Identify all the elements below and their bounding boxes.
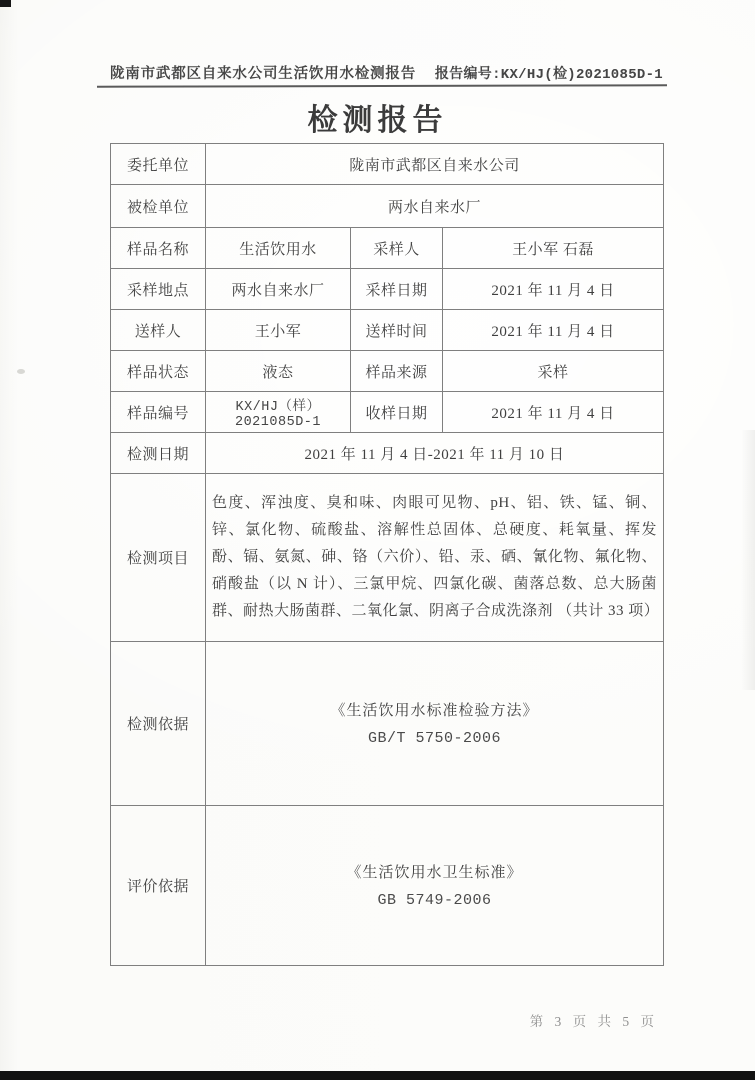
field-label-client-unit: 委托单位 bbox=[111, 144, 206, 185]
row-sample-name bbox=[111, 228, 664, 269]
scan-smudge-artifact bbox=[741, 430, 755, 690]
field-label-sampler: 采样人 bbox=[351, 228, 443, 269]
field-value-test-items bbox=[206, 474, 664, 642]
field-label-sample-state: 样品状态 bbox=[111, 351, 206, 392]
row-test-items bbox=[111, 474, 664, 642]
report-number: 报告编号:KX/HJ(检)2021085D-1 bbox=[434, 67, 663, 83]
field-label-delivery-time: 送样时间 bbox=[351, 310, 443, 351]
field-value-sample-name: 生活饮用水 bbox=[206, 228, 351, 269]
row-sample-number bbox=[111, 392, 664, 433]
header-divider bbox=[97, 84, 667, 87]
field-value-delivery-time: 2021 年 11 月 4 日 bbox=[443, 310, 664, 351]
evaluation-basis-standard-name: 《生活饮用水卫生标准》 bbox=[346, 864, 523, 881]
test-items-text: 色度、浑浊度、臭和味、肉眼可见物、pH、铝、铁、锰、铜、锌、氯化物、硫酸盐、溶解性总固体、总硬度、耗氧量、挥发酚、镉、氨氮、砷、铬（六价）、铅、汞、硒、氰化物、氟化物、硝酸盐（以 N 计）、三氯甲烷、四氯化碳、菌落总数、总大肠菌群、耐热大肠菌群、二氧化氯、阴离子合成洗涤剂 （共计 33 项） bbox=[212, 495, 660, 619]
field-value-sample-number: KX/HJ（样）2021085D-1 bbox=[206, 392, 351, 433]
evaluation-basis-standard-code: GB 5749-2006 bbox=[377, 891, 492, 909]
field-label-sample-deliverer: 送样人 bbox=[111, 310, 206, 351]
row-test-basis bbox=[111, 642, 664, 806]
field-value-sampler: 王小军 石磊 bbox=[443, 228, 664, 269]
field-value-client-unit: 陇南市武都区自来水公司 bbox=[206, 144, 664, 185]
field-label-sample-number: 样品编号 bbox=[111, 392, 206, 433]
row-evaluation-basis bbox=[111, 806, 664, 966]
field-value-test-date: 2021 年 11 月 4 日-2021 年 11 月 10 日 bbox=[206, 433, 664, 474]
field-value-sample-deliverer: 王小军 bbox=[206, 310, 351, 351]
field-label-sample-source: 样品来源 bbox=[351, 351, 443, 392]
field-value-evaluation-basis bbox=[206, 806, 664, 966]
page-indicator: 第 3 页 共 5 页 bbox=[529, 1014, 658, 1029]
row-sample-deliverer bbox=[111, 310, 664, 351]
test-basis-standard-code: GB/T 5750-2006 bbox=[367, 729, 502, 747]
field-label-inspected-unit: 被检单位 bbox=[111, 185, 206, 228]
report-header-title: 陇南市武都区自来水公司生活饮用水检测报告 bbox=[110, 66, 416, 82]
test-basis-standard-name: 《生活饮用水标准检验方法》 bbox=[330, 702, 539, 719]
field-label-test-date: 检测日期 bbox=[111, 433, 206, 474]
document-title: 检测报告 bbox=[307, 104, 448, 137]
scan-bottom-edge-artifact bbox=[0, 1071, 755, 1080]
field-value-sample-state: 液态 bbox=[206, 351, 351, 392]
field-value-inspected-unit: 两水自来水厂 bbox=[206, 185, 664, 228]
field-value-sampling-date: 2021 年 11 月 4 日 bbox=[443, 269, 664, 310]
row-sampling-site bbox=[111, 269, 664, 310]
page-header bbox=[110, 61, 663, 83]
row-sample-state bbox=[111, 351, 664, 392]
field-value-test-basis bbox=[206, 642, 664, 806]
field-label-receipt-date: 收样日期 bbox=[351, 392, 443, 433]
field-label-sample-name: 样品名称 bbox=[111, 228, 206, 269]
report-info-table bbox=[110, 143, 664, 966]
row-inspected-unit bbox=[111, 185, 664, 228]
field-label-evaluation-basis: 评价依据 bbox=[111, 806, 206, 966]
field-label-sampling-date: 采样日期 bbox=[351, 269, 443, 310]
field-label-test-items: 检测项目 bbox=[111, 474, 206, 642]
field-value-sampling-site: 两水自来水厂 bbox=[206, 269, 351, 310]
scan-corner-artifact bbox=[0, 0, 11, 7]
field-label-sampling-site: 采样地点 bbox=[111, 269, 206, 310]
field-value-receipt-date: 2021 年 11 月 4 日 bbox=[443, 392, 664, 433]
scan-speck-artifact bbox=[17, 369, 25, 374]
row-client-unit bbox=[111, 144, 664, 185]
field-label-test-basis: 检测依据 bbox=[111, 642, 206, 806]
field-value-sample-source: 采样 bbox=[443, 351, 664, 392]
row-test-date bbox=[111, 433, 664, 474]
